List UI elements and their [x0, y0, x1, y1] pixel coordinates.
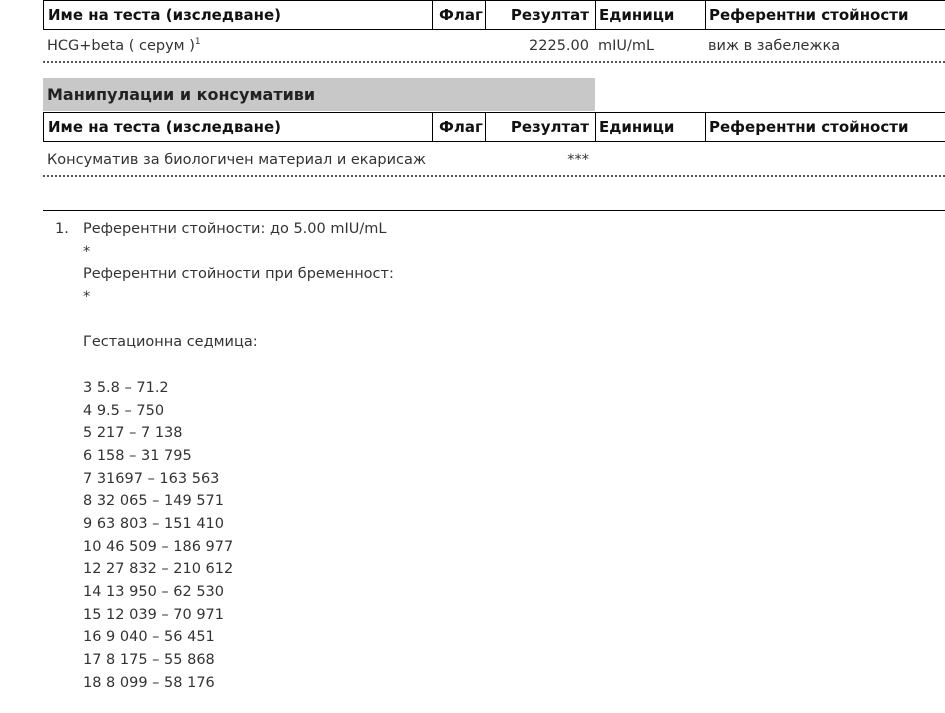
column-header-name: Име на теста (изследване): [48, 118, 281, 136]
table-row: [43, 146, 945, 176]
footnote-line: 9 63 803 – 151 410: [83, 515, 224, 532]
column-header-units: Единици: [599, 118, 675, 136]
footnote-line: [83, 309, 783, 332]
column-header-reference: Референтни стойности: [709, 6, 909, 24]
footnote-body: [83, 218, 783, 694]
column-header-flag: Флаг: [439, 6, 483, 24]
column-header-units: Единици: [599, 6, 675, 24]
footnote-line: 15 12 039 – 70 971: [83, 606, 224, 623]
footnote-line: *: [83, 289, 91, 306]
column-header-flag: Флаг: [439, 118, 483, 136]
footnote-line: 18 8 099 – 58 176: [83, 674, 215, 691]
footnote-line: 6 158 – 31 795: [83, 447, 192, 464]
footnote-line: 3 5.8 – 71.2: [83, 379, 169, 396]
footnote-line: 10 46 509 – 186 977: [83, 538, 234, 555]
footnote-line: 4 9.5 – 750: [83, 402, 165, 419]
column-header-reference: Референтни стойности: [709, 118, 909, 136]
footnote-line: 12 27 832 – 210 612: [83, 561, 234, 578]
test-name: [47, 32, 201, 60]
test-name: Консуматив за биологичен материал и екарисаж: [47, 152, 426, 168]
footnote-line: 14 13 950 – 62 530: [83, 584, 224, 600]
footnote-line: [83, 354, 783, 377]
test-units: mIU/mL: [598, 38, 655, 54]
section-title: Манипулации и консумативи: [43, 78, 595, 111]
test-reference: виж в забележка: [708, 38, 841, 54]
row-divider: [43, 61, 945, 63]
row-divider: [43, 175, 945, 177]
footnote-line: Референтни стойности: до 5.00 mIU/mL: [83, 221, 387, 237]
footnote-line: 17 8 175 – 55 868: [83, 652, 215, 669]
notes-divider: [43, 210, 945, 211]
table-header: [43, 0, 945, 30]
footnote-line: 7 31697 – 163 563: [83, 470, 220, 487]
footnote-line: 8 32 065 – 149 571: [83, 493, 224, 510]
column-header-result: Резултат: [510, 6, 589, 24]
test-result: ***: [567, 152, 589, 168]
footnote-line: Гестационна седмица:: [83, 334, 258, 351]
column-header-result: Резултат: [510, 118, 589, 136]
footnote-line: Референтни стойности при бременност:: [83, 266, 394, 283]
test-result: 2225.00: [529, 38, 589, 54]
column-header-name: Име на теста (изследване): [48, 6, 281, 24]
footnote-line: *: [83, 243, 91, 260]
table-header: [43, 112, 945, 142]
footnote-number: 1.: [55, 221, 69, 237]
footnote-line: 16 9 040 – 56 451: [83, 629, 215, 646]
table-row: [43, 32, 945, 62]
footnote-mark: 1: [194, 37, 201, 48]
test-name-text: HCG+beta ( серум ): [47, 38, 195, 54]
footnote-line: 5 217 – 7 138: [83, 425, 183, 442]
